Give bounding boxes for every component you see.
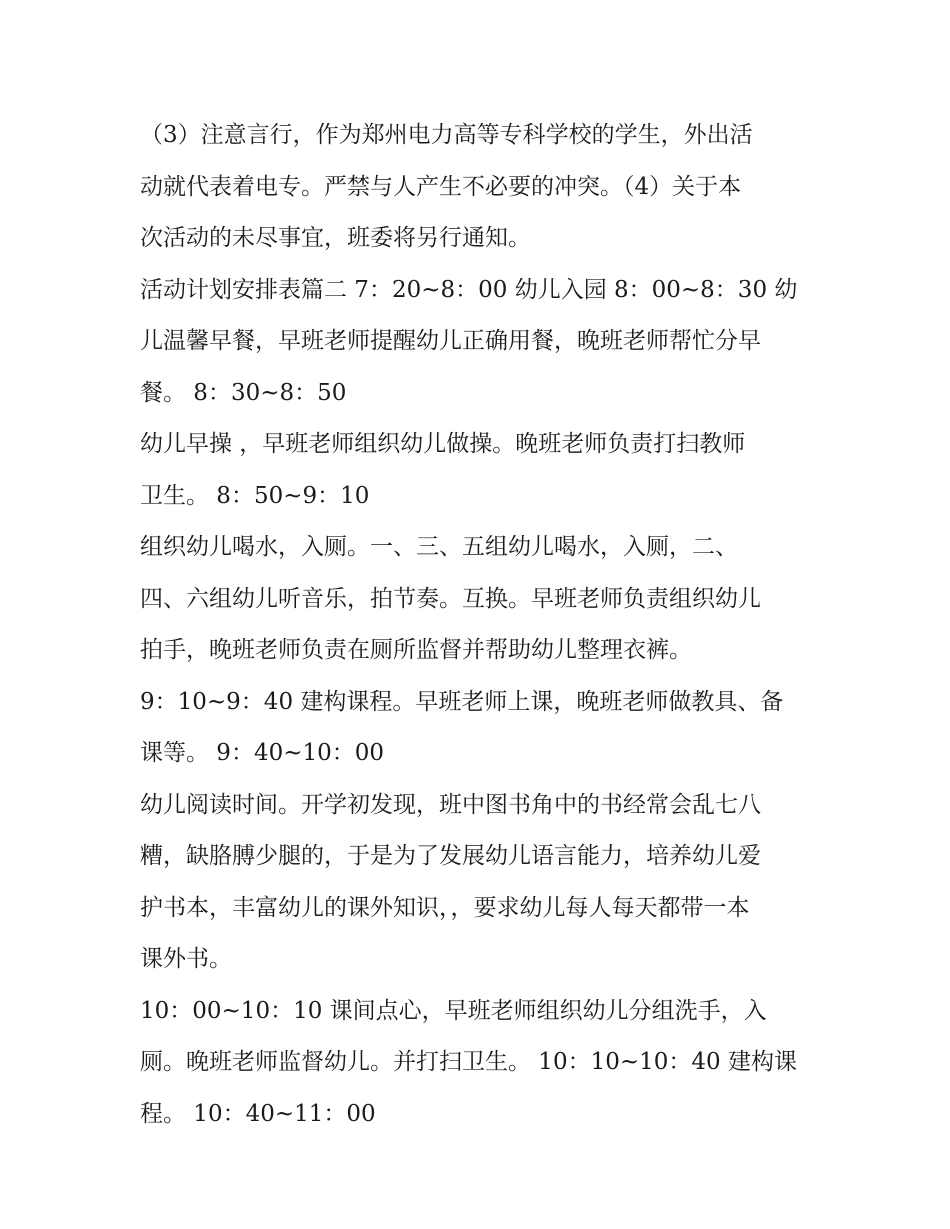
text-line-19: 厕。晚班老师监督幼儿。并打扫卫生。 10：10~10：40 建构课 bbox=[140, 1049, 797, 1075]
text-line-11: 拍手，晚班老师负责在厕所监督并帮助幼儿整理衣裤。 bbox=[140, 637, 692, 663]
text-line-9: 组织幼儿喝水，入厕。一、三、五组幼儿喝水，入厕，二、 bbox=[140, 534, 738, 560]
text-line-4: 活动计划安排表篇二 7：20~8：00 幼儿入园 8：00~8：30 幼 bbox=[140, 276, 798, 303]
text-line-10: 四、六组幼儿听音乐，拍节奏。互换。早班老师负责组织幼儿 bbox=[140, 585, 761, 612]
text-line-18: 10：00~10：10 课间点心，早班老师组织幼儿分组洗手，入 bbox=[140, 997, 767, 1024]
text-line-5: 儿温馨早餐，早班老师提醒幼儿正确用餐，晚班老师帮忙分早 bbox=[140, 328, 761, 354]
text-line-16: 护书本，丰富幼儿的课外知识，，要求幼儿每人每天都带一本 bbox=[140, 894, 750, 921]
text-line-13: 课等。 9：40~10：00 bbox=[140, 740, 385, 766]
text-line-3: 次活动的未尽事宜，班委将另行通知。 bbox=[140, 225, 531, 251]
text-line-12: 9：10~9：40 建构课程。早班老师上课，晚班老师做教具、备 bbox=[140, 688, 784, 715]
text-line-20: 程。 10：40~11：00 bbox=[140, 1100, 376, 1127]
text-line-7: 幼儿早操 ，早班老师组织幼儿做操。晚班老师负责打扫教师 bbox=[140, 431, 746, 457]
text-line-14: 幼儿阅读时间。开学初发现，班中图书角中的书经常会乱七八 bbox=[140, 791, 761, 818]
text-line-17: 课外书。 bbox=[140, 946, 232, 972]
text-line-1: （3）注意言行，作为郑州电力高等专科学校的学生，外出活 bbox=[140, 122, 753, 148]
body-text bbox=[140, 110, 830, 1140]
text-line-8: 卫生。 8：50~9：10 bbox=[140, 482, 370, 509]
text-line-6: 餐。 8：30~8：50 bbox=[140, 379, 347, 406]
text-line-2: 动就代表着电专。严禁与人产生不必要的冲突。（4）关于本 bbox=[140, 173, 742, 200]
text-line-15: 糟，缺胳膊少腿的，于是为了发展幼儿语言能力，培养幼儿爱 bbox=[140, 843, 761, 869]
